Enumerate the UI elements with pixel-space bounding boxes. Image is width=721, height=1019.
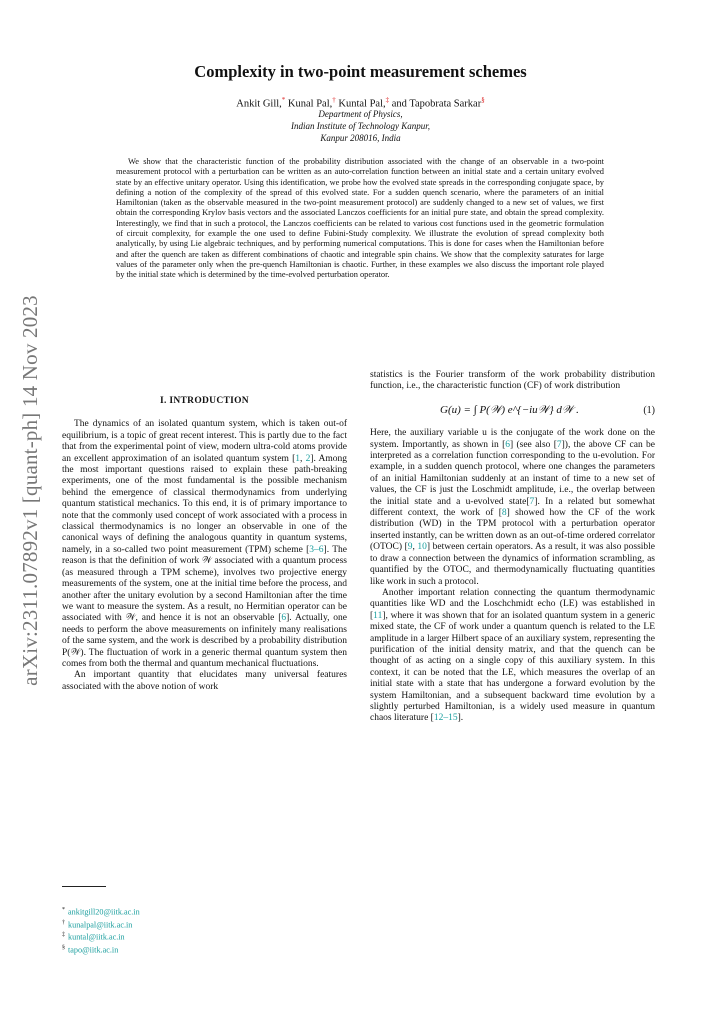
author-mark: § bbox=[481, 96, 485, 104]
text-run: ] between certain operators. As a result, it was also possible to draw a connection between the dynamics of information scrambling, as quantified by the OTOC, and thermodynamically fluctuating quantities like work in such a protocol. bbox=[370, 542, 656, 587]
citation-link[interactable]: 12–15 bbox=[433, 713, 458, 724]
equation-number: (1) bbox=[643, 404, 655, 416]
footnote-mark: † bbox=[62, 919, 65, 926]
intro-paragraph-4 bbox=[370, 588, 655, 725]
affiliation-institute: Indian Institute of Technology Kanpur, bbox=[291, 121, 430, 131]
text-run: Another important relation connecting the quantum thermodynamic quantities like WD and the Loschchmidt echo (LE) was established in [ bbox=[370, 587, 655, 621]
footnote bbox=[62, 905, 140, 918]
citation-link[interactable]: 2 bbox=[305, 453, 311, 464]
text-run: The dynamics of an isolated quantum system, which is taken out-of equilibrium, is a topic of great recent interest. This is partly due to the fact that from the experimental point of view, modern ultra-cold atoms provide an excellent approximation of an isolated quantum system [ bbox=[62, 419, 347, 464]
footnote-email-link[interactable]: tapo@iitk.ac.in bbox=[68, 945, 119, 955]
left-column bbox=[62, 396, 347, 693]
abstract: We show that the characteristic function of the probability distribution associated with the change of an observable in a two-point measurement protocol with a perturbation can be written as an auto-correlation function between an initial state and a certain unitary evolved state by an effective unitary operator. Using this identification, we probe how the evolved state spreads in the corresponding conjugate space, by defining a notion of the complexity of the spread of this evolved state. For a sudden quench scenario, where the parameters of an initial Hamiltonian (taken as the observable measured in the two-point measurement protocol) are suddenly changed to a new set of values, we first obtain the corresponding Krylov basis vectors and the associated Lanczos coefficients for an initial pure state, and obtain the spread complexity. Interestingly, we find that in such a protocol, the Lanczos coefficients can be related to various cost functions used in the geometric formulation of circuit complexity, for example the one used to define Fubini-Study complexity. We illustrate the evolution of spread complexity both analytically, by using Lie algebraic techniques, and by performing numerical computations. This is done for cases when the Hamiltonian before and after the quench are taken as different combinations of chaotic and integrable spin chains. We show that the complexity saturates for large values of the parameter only when the pre-quench Hamiltonian is chaotic. Further, in these examples we also discuss the important role played by the initial state which is determined by the time-evolved perturbation operator. bbox=[116, 157, 604, 280]
arxiv-sidebar-stamp bbox=[10, 280, 50, 700]
affiliation-department: Department of Physics, bbox=[318, 109, 403, 119]
equation-body: G(u) = ∫ P(𝒲) e^{−iu𝒲} d𝒲 . bbox=[440, 403, 579, 416]
author-name: Kuntal Pal, bbox=[338, 98, 386, 110]
text-run: ]), the above CF can be interpreted as a correlation function corresponding to the u-evolution. For example, in a sudden quench protocol, where one changes the parameters of an initial Hamiltonian suddenly at an instant of time to a new set of values, the CF is just the Loschmidt amplitude, i.e., the overlap between the initial state and a u-evolved state[ bbox=[370, 439, 655, 507]
citation-link[interactable]: 6 bbox=[505, 439, 510, 450]
citation-link[interactable]: 11 bbox=[373, 610, 383, 621]
footnote bbox=[62, 943, 140, 956]
footnote-rule bbox=[62, 886, 106, 887]
right-column bbox=[370, 370, 655, 725]
footnote-mark: § bbox=[62, 945, 65, 952]
text-run: ] showed how the CF of the work distribution (WD) in the TPM protocol with a perturbation operator inserted instantly, can be written down as an out-of-time ordered correlator (OTOC) [ bbox=[370, 508, 655, 553]
footnote-email-link[interactable]: kunalpal@iitk.ac.in bbox=[68, 920, 133, 930]
footnote-email-link[interactable]: kuntal@iitk.ac.in bbox=[68, 933, 125, 943]
author-mark: † bbox=[332, 96, 336, 104]
intro-paragraph-3 bbox=[370, 428, 655, 588]
text-run: ] (see also [ bbox=[510, 439, 557, 450]
intro-continuation: statistics is the Fourier transform of the work probability distribution function, i.e., the characteristic function (CF) of work distribution bbox=[370, 370, 655, 392]
text-run: ]. Actually, one needs to perform the above measurements on infinitely many realisations of the same system, and the work is described by a probability distribution P(𝒲). The fluctuation of work in a generic thermal quantum system then comes from both the thermal and quantum mechanical fluctuations. bbox=[62, 613, 347, 669]
citation-link[interactable]: 9 bbox=[407, 542, 413, 553]
text-run: , bbox=[300, 453, 306, 464]
citation-link[interactable]: 8 bbox=[501, 508, 507, 519]
affiliation bbox=[0, 108, 721, 144]
arxiv-id: arXiv:2311.07892v1 [quant-ph] 14 Nov 2023 bbox=[17, 294, 42, 686]
text-run: ]. In a related but somewhat different context, the work of [ bbox=[370, 496, 655, 519]
text-run: ]. The reason is that the definition of work 𝒲 associated with a quantum process (as measured through a TPM scheme), involves two projective energy measurements of the system, one at the initial time before the process, and another after the unitary evolution by a second Hamiltonian after the time we want to measure the system. As a result, no Hermitian operator can be associated with 𝒲, and hence it is not an observable [ bbox=[62, 544, 347, 624]
author-name: Kunal Pal, bbox=[287, 98, 333, 110]
text-run: ]. bbox=[457, 713, 464, 724]
citation-link[interactable]: 1 bbox=[295, 453, 301, 464]
footnote-email-link[interactable]: ankitgill20@iitk.ac.in bbox=[68, 907, 140, 917]
footnote bbox=[62, 930, 140, 943]
text-run: Here, the auxiliary variable u is the conjugate of the work done on the system. Importantly, as shown in [ bbox=[370, 428, 655, 450]
paper-title: Complexity in two-point measurement schemes bbox=[194, 62, 527, 81]
author-name: and Tapobrata Sarkar bbox=[391, 98, 482, 110]
equation-1 bbox=[370, 405, 655, 416]
footnote bbox=[62, 918, 140, 931]
text-run: , bbox=[412, 542, 418, 553]
citation-link[interactable]: 6 bbox=[281, 613, 287, 624]
footnotes bbox=[62, 905, 140, 956]
citation-link[interactable]: 10 bbox=[417, 542, 427, 553]
citation-link[interactable]: 7 bbox=[529, 496, 535, 507]
text-run: ]. Among the most important questions raised to explain these path-breaking experiments, one of the most fundamental is the possible mechanism behind the emergence of classical thermodynamics from underlying quantum statistical mechanics. To this end, it is of primary importance to note that the commonly used concept of work associated with a process in classical thermodynamics is no longer an observable in one of the canonical ways of defining the analogous quantity in quantum systems, namely, in a so-called two point measurement (TPM) scheme [ bbox=[62, 453, 347, 555]
section-heading: I. INTRODUCTION bbox=[160, 396, 249, 406]
author-mark: * bbox=[281, 96, 286, 104]
citation-link[interactable]: 3–6 bbox=[309, 544, 324, 555]
citation-link[interactable]: 7 bbox=[556, 439, 562, 450]
text-run: ], where it was shown that for an isolated quantum system in a generic mixed state, the CF of work under a quantum quench is related to the LE amplitude in a larger Hilbert space of an auxiliary system, representing the purification of the initial density matrix, and that the quench can be thought of as acting on a single copy of this auxiliary system. In this context, it can be noted that the LE, which measures the overlap of an initial state with a state that has undergone a forward evolution by the system Hamiltonian, and a subsequent backward time evolution by a slightly perturbed Hamiltonian, is a widely used measure in quantum chaos literature [ bbox=[370, 610, 655, 724]
footnote-mark: ‡ bbox=[62, 932, 65, 939]
affiliation-address: Kanpur 208016, India bbox=[320, 133, 401, 143]
footnote-mark: * bbox=[62, 907, 65, 913]
intro-paragraph-1 bbox=[62, 419, 347, 670]
author-name: Ankit Gill, bbox=[236, 98, 282, 110]
author-mark: ‡ bbox=[385, 96, 390, 104]
intro-paragraph-2: An important quantity that elucidates many universal features associated with the above notion of work bbox=[62, 670, 347, 692]
